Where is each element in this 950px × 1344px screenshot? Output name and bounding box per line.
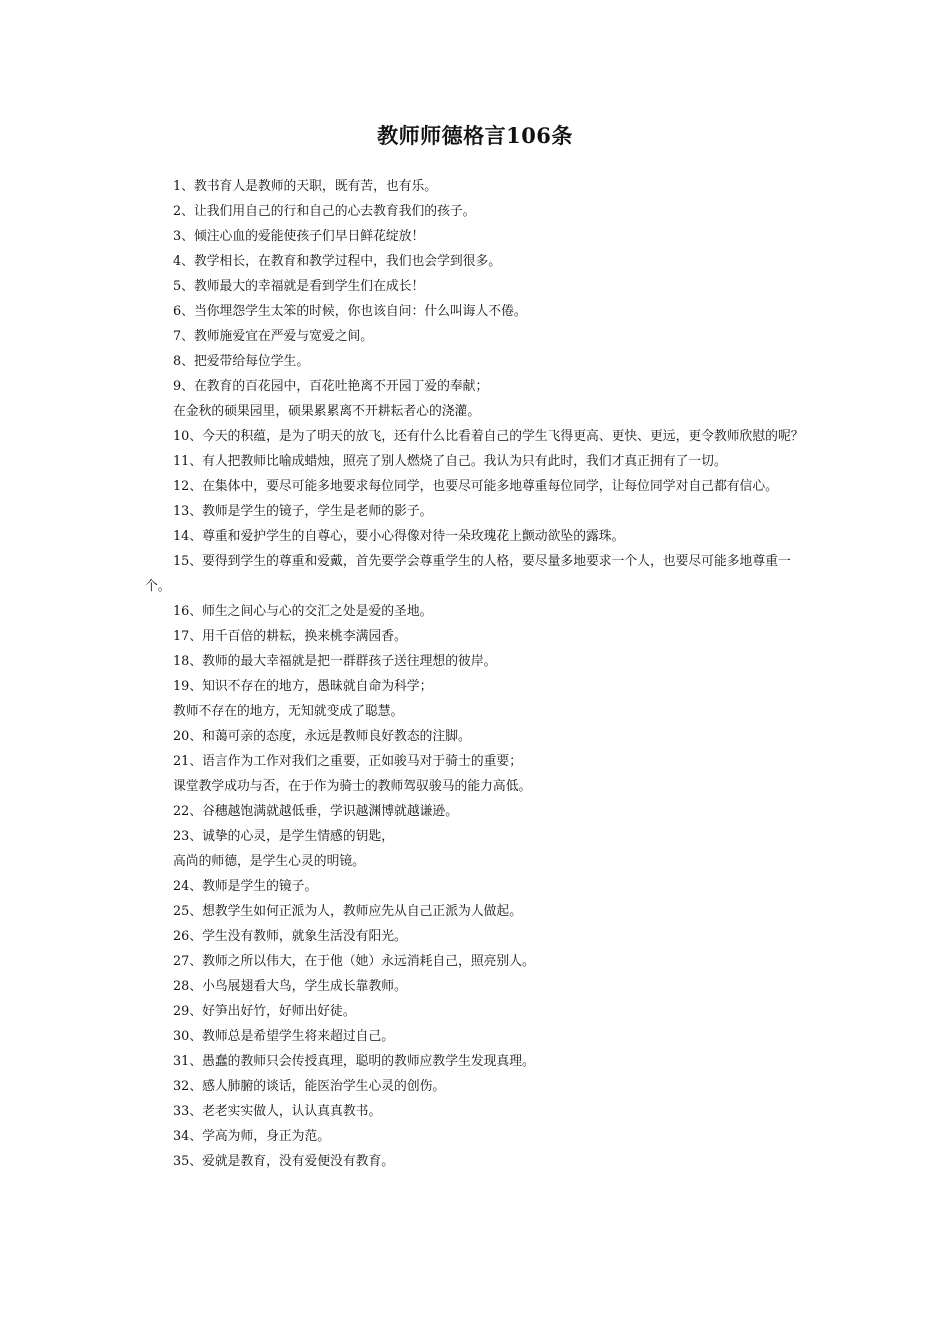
paragraph: 10、今天的积蕴，是为了明天的放飞，还有什么比看着自己的学生飞得更高、更快、更远，更令教师欣慰的呢？ [173,429,804,444]
paragraph: 在金秋的硕果园里，硕果累累离不开耕耘者心的浇灌。 [173,404,481,419]
paragraph: 18、教师的最大幸福就是把一群群孩子送往理想的彼岸。 [173,654,497,669]
paragraph: 教师不存在的地方，无知就变成了聪慧。 [173,704,404,719]
paragraph: 19、知识不存在的地方，愚昧就自命为科学； [173,679,433,694]
paragraph: 35、爱就是教育，没有爱便没有教育。 [173,1154,395,1169]
paragraph: 12、在集体中，要尽可能多地要求每位同学，也要尽可能多地尊重每位同学，让每位同学对自己都有信心。 [173,479,778,494]
paragraph: 9、在教育的百花园中，百花吐艳离不开园丁爱的奉献； [173,379,489,394]
paragraph: 32、感人肺腑的谈话，能医治学生心灵的创伤。 [173,1079,446,1094]
paragraph: 1、教书育人是教师的天职，既有苦，也有乐。 [173,179,438,194]
document-title: 教师师德格言106条 [377,123,573,148]
paragraph: 26、学生没有教师，就象生活没有阳光。 [173,929,407,944]
paragraph: 33、老老实实做人，认认真真教书。 [173,1104,382,1119]
paragraph: 3、倾注心血的爱能使孩子们早日鲜花绽放！ [173,229,425,244]
document-body [145,174,809,1174]
paragraph: 16、师生之间心与心的交汇之处是爱的圣地。 [173,604,433,619]
paragraph: 24、教师是学生的镜子。 [173,879,318,894]
paragraph: 6、当你埋怨学生太笨的时候，你也该自问：什么叫诲人不倦。 [173,304,527,319]
paragraph: 28、小鸟展翅看大鸟，学生成长靠教师。 [173,979,407,994]
paragraph: 13、教师是学生的镜子，学生是老师的影子。 [173,504,433,519]
paragraph: 4、教学相长，在教育和教学过程中，我们也会学到很多。 [173,254,502,269]
paragraph: 23、诚挚的心灵，是学生情感的钥匙， [173,829,395,844]
paragraph: 21、语言作为工作对我们之重要，正如骏马对于骑士的重要； [173,754,523,769]
paragraph: 15、要得到学生的尊重和爱戴，首先要学会尊重学生的人格，要尽量多地要求一个人，也要尽可能多地尊重一个。 [145,554,791,594]
paragraph: 11、有人把教师比喻成蜡烛，照亮了别人燃烧了自己。我认为只有此时，我们才真正拥有了一切。 [173,454,727,469]
paragraph: 高尚的师德，是学生心灵的明镜。 [173,854,365,869]
paragraph: 17、用千百倍的耕耘，换来桃李满园香。 [173,629,407,644]
paragraph: 22、谷穗越饱满就越低垂，学识越渊博就越谦逊。 [173,804,459,819]
paragraph: 31、愚蠢的教师只会传授真理，聪明的教师应教学生发现真理。 [173,1054,535,1069]
paragraph: 5、教师最大的幸福就是看到学生们在成长！ [173,279,425,294]
paragraph: 7、教师施爱宜在严爱与宽爱之间。 [173,329,374,344]
paragraph: 2、让我们用自己的行和自己的心去教育我们的孩子。 [173,204,476,219]
paragraph: 27、教师之所以伟大，在于他（她）永远消耗自己，照亮别人。 [173,954,535,969]
paragraph: 29、好笋出好竹，好师出好徒。 [173,1004,356,1019]
paragraph: 30、教师总是希望学生将来超过自己。 [173,1029,395,1044]
paragraph: 25、想教学生如何正派为人，教师应先从自己正派为人做起。 [173,904,523,919]
paragraph: 8、把爱带给每位学生。 [173,354,310,369]
paragraph: 20、和蔼可亲的态度，永远是教师良好教态的注脚。 [173,729,471,744]
paragraph: 课堂教学成功与否，在于作为骑士的教师驾驭骏马的能力高低。 [173,779,532,794]
paragraph: 34、学高为师，身正为范。 [173,1129,331,1144]
paragraph: 14、尊重和爱护学生的自尊心，要小心得像对待一朵玫瑰花上颤动欲坠的露珠。 [173,529,625,544]
